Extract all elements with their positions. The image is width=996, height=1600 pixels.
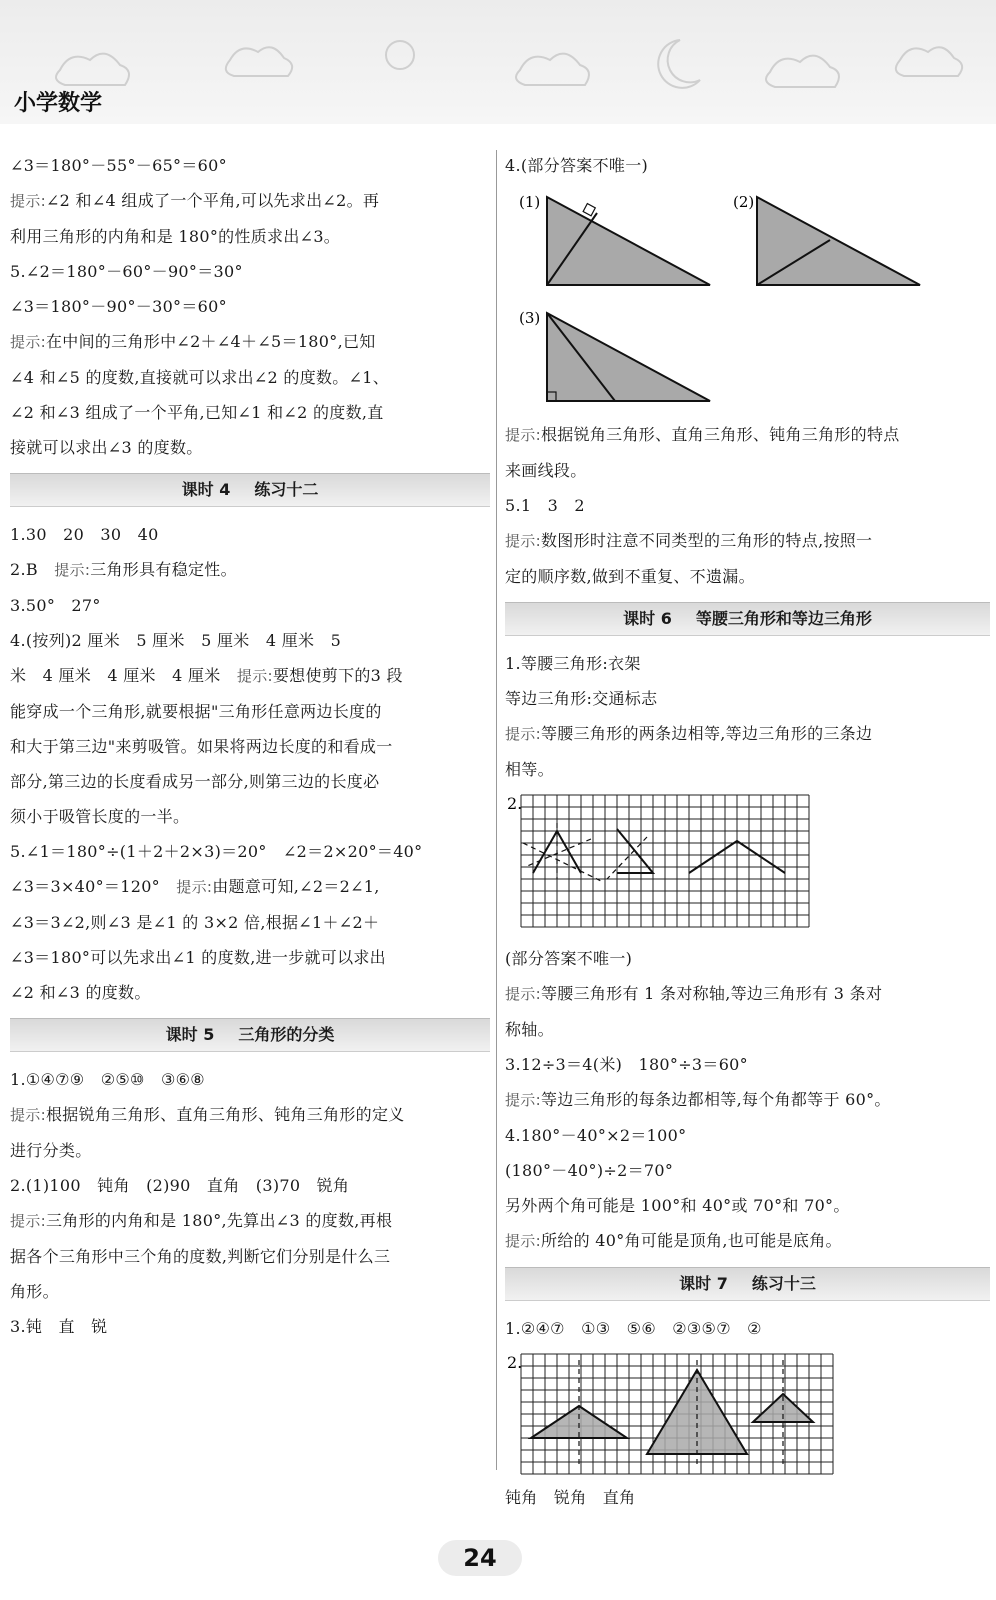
answer-block [505,417,990,594]
answer-line: 5.∠2＝180°－60°－90°＝30° [10,262,243,281]
answer-line: ∠3＝3∠2,则∠3 是∠1 的 3×2 倍,根据∠1＋∠2＋ [10,913,380,932]
answer-line: 3.12÷3＝4(米) 180°÷3＝60° [505,1055,748,1074]
answer-line: 4.180°－40°×2＝100° [505,1126,687,1145]
answer-line: 另外两个角可能是 100°和 40°或 70°和 70°。 [505,1196,850,1215]
answer-line: 和大于第三边"来剪吸管。如果将两边长度的和看成一 [10,737,393,756]
column-divider [496,150,497,1470]
lesson-number: 课时 4 [181,480,231,499]
answer-line: 提示:等腰三角形的两条边相等,等边三角形的三条边 [505,724,873,743]
answer-line: 提示:∠2 和∠4 组成了一个平角,可以先求出∠2。再 [10,191,380,210]
answer-line: 接就可以求出∠3 的度数。 [10,438,203,457]
triangle-grid-figure [505,1348,965,1478]
answer-line: 1.等腰三角形:衣架 [505,654,641,673]
answer-line: 提示:根据锐角三角形、直角三角形、钝角三角形的定义 [10,1105,405,1124]
answer-line: 钝角 锐角 直角 [505,1488,636,1507]
item-label: 2. [507,1353,523,1372]
lesson-number: 课时 5 [165,1025,215,1044]
answer-line: 3.50° 27° [10,596,101,615]
cloud-decoration-icon [0,0,996,124]
section-header-lesson-5 [10,1018,490,1052]
hint-label: 提示: [54,561,91,579]
answer-line: 米 4 厘米 4 厘米 4 厘米 提示:要想使剪下的3 段 [10,666,403,685]
hint-label: 提示: [505,985,541,1003]
left-column [10,148,490,1344]
hint-label: 提示: [505,725,541,743]
answer-block [10,517,490,1010]
hint-label: 提示: [505,1091,541,1109]
lesson-title: 等腰三角形和等边三角形 [695,609,872,628]
answer-line: (部分答案不唯一) [505,949,633,968]
answer-line: 5.∠1＝180°÷(1＋2＋2×3)＝20° ∠2＝2×20°＝40° [10,842,423,861]
lesson-number: 课时 7 [679,1274,728,1293]
section-header-lesson-6 [505,602,990,636]
figure-label: (2) [733,193,755,211]
answer-line: ∠3＝180°－90°－30°＝60° [10,297,227,316]
hint-label: 提示: [505,426,541,444]
answer-line: 相等。 [505,760,554,779]
hint-label: 提示: [236,667,273,685]
answer-line: 5.1 3 2 [505,496,585,515]
subject-title: 小学数学 [14,91,103,116]
answer-line: 角形。 [10,1282,59,1301]
triangle-figures [505,185,965,415]
figure-label: (1) [519,193,541,211]
answer-line: 提示:等边三角形的每条边都相等,每个角都等于 60°。 [505,1090,891,1109]
hint-label: 提示: [176,878,213,896]
answer-line: 来画线段。 [505,461,587,480]
answer-line: 1.②④⑦ ①③ ⑤⑥ ②③⑤⑦ ② [505,1319,762,1338]
lesson-number: 课时 6 [623,609,672,628]
triangle-figure-3 [547,313,710,401]
answer-line: 据各个三角形中三个角的度数,判断它们分别是什么三 [10,1247,391,1266]
symmetry-grid-figure [505,789,965,939]
answer-line: 提示:等腰三角形有 1 条对称轴,等边三角形有 3 条对 [505,984,883,1003]
header-band [0,0,996,124]
answer-line: ∠2 和∠3 组成了一个平角,已知∠1 和∠2 的度数,直 [10,403,384,422]
answer-line: 2.B 提示:三角形具有稳定性。 [10,560,237,579]
answer-line: 提示:根据锐角三角形、直角三角形、钝角三角形的特点 [505,425,900,444]
answer-block [505,646,990,787]
answer-line: 能穿成一个三角形,就要根据"三角形任意两边长度的 [10,702,382,721]
answer-line: 须小于吸管长度的一半。 [10,807,190,826]
lesson-title: 三角形的分类 [238,1025,335,1044]
answer-line: 定的顺序数,做到不重复、不遗漏。 [505,567,755,586]
answer-line: ∠3＝180°－55°－65°＝60° [10,156,227,175]
hint-label: 提示: [10,1212,46,1230]
answer-line: ∠4 和∠5 的度数,直接就可以求出∠2 的度数。∠1、 [10,368,390,387]
answer-line: 2.(1)100 钝角 (2)90 直角 (3)70 锐角 [10,1176,350,1195]
hint-label: 提示: [10,1106,46,1124]
figure-label: (3) [519,309,541,327]
answer-line: 1.①④⑦⑨ ②⑤⑩ ③⑥⑧ [10,1070,205,1089]
section-header-lesson-4 [10,473,490,507]
lesson-title: 练习十二 [254,480,319,499]
answer-line: ∠3＝3×40°＝120° 提示:由题意可知,∠2＝2∠1, [10,877,380,896]
answer-line: 3.钝 直 锐 [10,1317,108,1336]
answer-line: 1.30 20 30 40 [10,525,159,544]
answer-line: ∠3＝180°可以先求出∠1 的度数,进一步就可以求出 [10,948,386,967]
answer-line: 利用三角形的内角和是 180°的性质求出∠3。 [10,227,341,246]
answer-line: 提示:三角形的内角和是 180°,先算出∠3 的度数,再根 [10,1211,393,1230]
answer-line: 进行分类。 [10,1141,92,1160]
triangle-figure-2 [757,197,920,285]
section-header-lesson-7 [505,1267,990,1301]
hint-label: 提示: [10,192,46,210]
lesson-title: 练习十三 [751,1274,816,1293]
answer-block [10,1062,490,1344]
answer-block [505,1311,990,1346]
answer-line: 提示:数图形时注意不同类型的三角形的特点,按照一 [505,531,873,550]
answer-block [10,148,490,465]
answer-line: 提示:所给的 40°角可能是顶角,也可能是底角。 [505,1231,842,1250]
item-label: 2. [507,794,523,813]
page-number: 24 [438,1540,522,1576]
right-column [505,148,990,1515]
answer-line: 提示:在中间的三角形中∠2＋∠4＋∠5＝180°,已知 [10,332,376,351]
answer-block [505,941,990,1259]
answer-line: 部分,第三边的长度看成另一部分,则第三边的长度必 [10,772,380,791]
item-4-title: 4.(部分答案不唯一) [505,156,649,175]
answer-line: 称轴。 [505,1020,554,1039]
hint-label: 提示: [10,333,46,351]
isosceles-triangle [617,829,653,873]
answer-block [505,1480,990,1515]
triangle-figure-1 [547,197,710,285]
answer-line: (180°－40°)÷2＝70° [505,1161,674,1180]
answer-line: 4.(按列)2 厘米 5 厘米 5 厘米 4 厘米 5 [10,631,342,650]
answer-line: 等边三角形:交通标志 [505,689,658,708]
answer-line: ∠2 和∠3 的度数。 [10,983,151,1002]
hint-label: 提示: [505,1232,541,1250]
hint-label: 提示: [505,532,541,550]
